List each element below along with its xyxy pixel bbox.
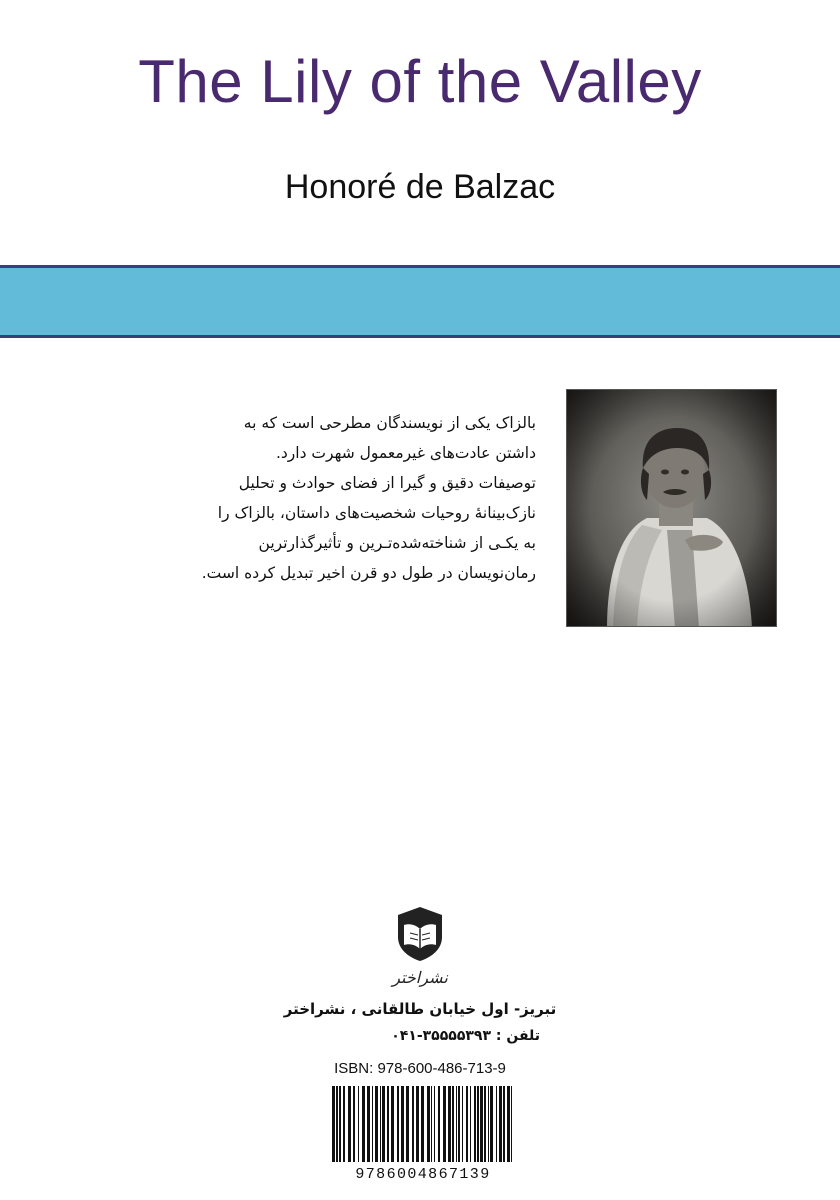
- barcode-bar: [490, 1086, 493, 1162]
- blurb-line: بالزاک یکی از نویسندگان مطرحی است که به: [243, 414, 536, 432]
- barcode-bar: [401, 1086, 404, 1162]
- barcode-bar: [427, 1086, 430, 1162]
- barcode-bar: [380, 1086, 381, 1162]
- barcode-bar: [416, 1086, 419, 1162]
- barcode-bar: [397, 1086, 399, 1162]
- publisher-logo-text: نشراختر: [392, 968, 448, 987]
- barcode-bar: [448, 1086, 451, 1162]
- barcode-bar: [452, 1086, 454, 1162]
- publisher-address: تبریز- اول خیابان طالقانی ، نشراختر: [283, 1000, 557, 1018]
- barcode-bar: [462, 1086, 463, 1162]
- barcode-bar: [372, 1086, 373, 1162]
- blurb-line: رمان‌نویسان در طول دو قرن اخیر تبدیل کرده است.: [201, 564, 536, 582]
- barcode-bar: [375, 1086, 378, 1162]
- barcode-bar: [507, 1086, 510, 1162]
- blurb-line: توصیفات دقیق و گیرا از فضای حوادث و تحلیل: [238, 474, 536, 492]
- barcode-bar: [339, 1086, 341, 1162]
- barcode-bar: [503, 1086, 505, 1162]
- decorative-band: [0, 265, 840, 338]
- barcode-bar: [362, 1086, 365, 1162]
- isbn-barcode: [318, 1082, 528, 1182]
- barcode-bar: [477, 1086, 479, 1162]
- author-portrait: [566, 389, 777, 627]
- publisher-book-logo-icon: [388, 905, 452, 989]
- blurb-line: داشتن عادت‌های غیرمعمول شهرت دارد.: [275, 444, 536, 462]
- barcode-bar: [466, 1086, 468, 1162]
- barcode-bar: [358, 1086, 359, 1162]
- barcode-bar: [474, 1086, 476, 1162]
- barcode-bar: [458, 1086, 460, 1162]
- blurb-line: به یکـی از شناخته‌شده‌تـرین و تأثیرگذارترین: [258, 534, 536, 552]
- barcode-bar: [499, 1086, 502, 1162]
- barcode-bar: [421, 1086, 424, 1162]
- isbn-label: ISBN: 978-600-486-713-9: [334, 1060, 506, 1077]
- barcode-bar: [443, 1086, 446, 1162]
- blurb-line: نازک‌بینانهٔ روحیات شخصیت‌های داستان، بالزاک را: [217, 504, 536, 522]
- barcode-bar: [367, 1086, 370, 1162]
- barcode-bar: [456, 1086, 457, 1162]
- barcode-bar: [336, 1086, 338, 1162]
- barcode-bar: [382, 1086, 385, 1162]
- barcode-bar: [488, 1086, 489, 1162]
- barcode-digits: 9786004867139: [355, 1166, 491, 1182]
- publisher-phone: تلفن : ۳۵۵۵۵۳۹۳-۰۴۱: [391, 1028, 540, 1044]
- barcode-bar: [343, 1086, 345, 1162]
- barcode-bar: [496, 1086, 497, 1162]
- book-blurb: [196, 408, 536, 588]
- barcode-bar: [470, 1086, 471, 1162]
- barcode-bar: [412, 1086, 414, 1162]
- barcode-bar: [348, 1086, 351, 1162]
- barcode-bar: [438, 1086, 440, 1162]
- barcode-bar: [391, 1086, 394, 1162]
- barcode-bar: [332, 1086, 335, 1162]
- publisher-logo: [388, 905, 452, 989]
- barcode-bar: [431, 1086, 432, 1162]
- barcode-bar: [480, 1086, 483, 1162]
- barcode-bar: [353, 1086, 355, 1162]
- barcode-bar: [434, 1086, 435, 1162]
- author-name: Honoré de Balzac: [284, 168, 556, 206]
- barcode-bar: [511, 1086, 512, 1162]
- book-title: The Lily of the Valley: [138, 48, 702, 115]
- barcode-bar: [387, 1086, 389, 1162]
- barcode-bar: [484, 1086, 486, 1162]
- barcode-bar: [406, 1086, 409, 1162]
